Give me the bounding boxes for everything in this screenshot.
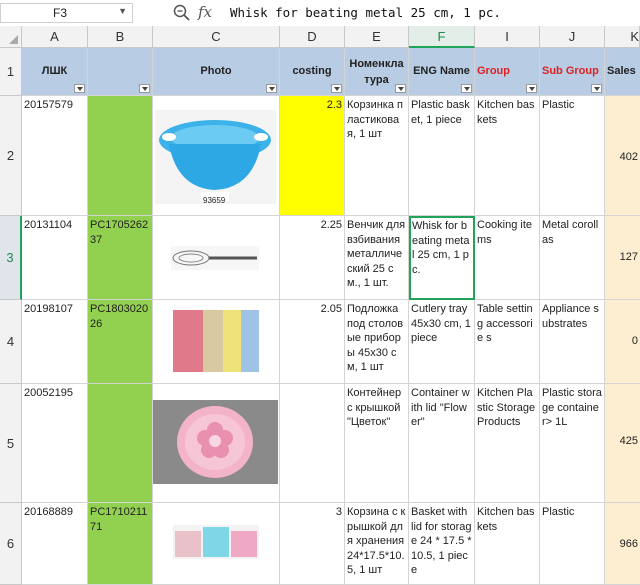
filter-dropdown-icon[interactable] [266, 84, 277, 93]
cell-eng-name[interactable]: Cutlery tray 45x30 cm, 1 piece [409, 300, 475, 384]
formula-bar [0, 0, 640, 27]
header-label: costing [292, 65, 332, 78]
header-label: ЛШК [41, 65, 68, 78]
cell-eng-name[interactable]: Container with lid "Flower" [409, 384, 475, 503]
storage-basket-photo [173, 525, 259, 559]
filter-dropdown-icon[interactable] [395, 84, 406, 93]
cell-sales[interactable]: 127 [605, 216, 640, 300]
cell-nomenclature[interactable]: Венчик для взбивания металличе ский 25 см., 1 шт. [345, 216, 409, 300]
cell-sub-group[interactable]: Plastic [540, 96, 605, 216]
cutlery-tray-photo [173, 310, 259, 372]
cell-group[interactable]: Kitchen baskets [475, 503, 540, 585]
header-cell-eng-name[interactable] [409, 48, 475, 96]
filter-dropdown-icon[interactable] [591, 84, 602, 93]
flower-container-photo [153, 400, 278, 484]
cell-code[interactable] [88, 384, 153, 503]
cell-group[interactable]: Table setting accessorie s [475, 300, 540, 384]
header-label: Group [477, 65, 510, 78]
cell-nomenclature[interactable]: Подложка под столов ые прибор ы 45х30 см, 1 шт [345, 300, 409, 384]
cell-photo[interactable] [153, 300, 280, 384]
cell-nomenclature[interactable]: Корзина с к рышкой дл я хранения 24*17.5*10. 5, 1 шт [345, 503, 409, 585]
cell-lshk[interactable]: 20198107 [22, 300, 88, 384]
filter-dropdown-icon[interactable] [461, 84, 472, 93]
cell-sales[interactable]: 425 [605, 384, 640, 503]
filter-dropdown-icon[interactable] [331, 84, 342, 93]
zoom-icon[interactable] [172, 3, 192, 23]
header-cell-lshk[interactable] [22, 48, 88, 96]
header-label: ENG Name [413, 65, 470, 78]
column-header-i[interactable]: I [475, 26, 540, 48]
cell-code[interactable]: PC171021171 [88, 503, 153, 585]
cell-sub-group[interactable]: Appliance substrates [540, 300, 605, 384]
name-box[interactable] [0, 3, 133, 23]
filter-dropdown-icon[interactable] [74, 84, 85, 93]
cell-group[interactable]: Kitchen Plastic Storage Products [475, 384, 540, 503]
whisk-photo [171, 246, 259, 270]
cell-costing[interactable]: 3 [280, 503, 345, 585]
cell-code[interactable] [88, 96, 153, 216]
row-header-6[interactable]: 6 [0, 503, 22, 585]
cell-photo[interactable] [153, 503, 280, 585]
cell-sales[interactable]: 0 [605, 300, 640, 384]
row-header-4[interactable]: 4 [0, 300, 22, 384]
cell-photo[interactable] [153, 384, 280, 503]
cell-group[interactable]: Cooking items [475, 216, 540, 300]
column-header-a[interactable]: A [22, 26, 88, 48]
cell-eng-name[interactable]: Basket with lid for storage 24 * 17.5 * 10.5, 1 piece [409, 503, 475, 585]
cell-costing[interactable] [280, 384, 345, 503]
cell-code[interactable]: PC170526237 [88, 216, 153, 300]
header-label: Photo [200, 65, 232, 78]
cell-photo[interactable] [153, 96, 280, 216]
cell-sales[interactable]: 966 [605, 503, 640, 585]
column-header-j[interactable]: J [540, 26, 605, 48]
cell-nomenclature[interactable]: Корзинка пластикова я, 1 шт [345, 96, 409, 216]
cell-eng-name-selected[interactable]: Whisk for beating metal 25 cm, 1 pc. [409, 216, 475, 300]
cell-sub-group[interactable]: Metal corollas [540, 216, 605, 300]
cell-lshk[interactable]: 20168889 [22, 503, 88, 585]
cell-lshk[interactable]: 20131104 [22, 216, 88, 300]
header-label: Sales [607, 65, 636, 78]
column-header-k[interactable]: K [605, 26, 640, 48]
cell-eng-name[interactable]: Plastic basket, 1 piece [409, 96, 475, 216]
header-label: Sub Group [542, 65, 599, 78]
column-header-c[interactable]: C [153, 26, 280, 48]
row-header-3[interactable]: 3 [0, 216, 22, 300]
cell-costing[interactable]: 2.05 [280, 300, 345, 384]
column-header-f[interactable]: F [409, 26, 475, 48]
header-label: Номенклатура [349, 57, 404, 86]
cell-sub-group[interactable]: Plastic storage container> 1L [540, 384, 605, 503]
cell-photo[interactable] [153, 216, 280, 300]
cell-costing[interactable]: 2.25 [280, 216, 345, 300]
chevron-down-icon[interactable]: ▼ [118, 6, 127, 16]
filter-dropdown-icon[interactable] [139, 84, 150, 93]
row-header-2[interactable]: 2 [0, 96, 22, 216]
header-cell-group[interactable] [475, 48, 540, 96]
cell-sub-group[interactable]: Plastic [540, 503, 605, 585]
photo-label: 93659 [203, 196, 226, 205]
header-cell-sub-group[interactable] [540, 48, 605, 96]
cell-costing[interactable]: 2.3 [280, 96, 345, 216]
column-header-d[interactable]: D [280, 26, 345, 48]
cell-lshk[interactable]: 20157579 [22, 96, 88, 216]
cell-group[interactable]: Kitchen baskets [475, 96, 540, 216]
column-header-b[interactable]: B [88, 26, 153, 48]
formula-input[interactable]: Whisk for beating metal 25 cm, 1 pc. [230, 5, 501, 20]
filter-dropdown-icon[interactable] [526, 84, 537, 93]
basket-photo [155, 110, 276, 204]
row-header-1[interactable]: 1 [0, 48, 22, 96]
cell-sales[interactable]: 402 [605, 96, 640, 216]
header-cell-sales[interactable] [605, 48, 640, 96]
cell-nomenclature[interactable]: Контейнер с крышкой "Цветок" [345, 384, 409, 503]
row-header-5[interactable]: 5 [0, 384, 22, 503]
name-box-value: F3 [52, 6, 67, 20]
header-cell-costing[interactable] [280, 48, 345, 96]
cell-code[interactable]: PC180302026 [88, 300, 153, 384]
header-cell-photo[interactable] [153, 48, 280, 96]
select-all-corner[interactable] [0, 26, 22, 48]
cell-lshk[interactable]: 20052195 [22, 384, 88, 503]
header-cell-b[interactable] [88, 48, 153, 96]
header-cell-nomenclature[interactable] [345, 48, 409, 96]
column-header-e[interactable]: E [345, 26, 409, 48]
function-icon[interactable]: fx [198, 3, 213, 21]
